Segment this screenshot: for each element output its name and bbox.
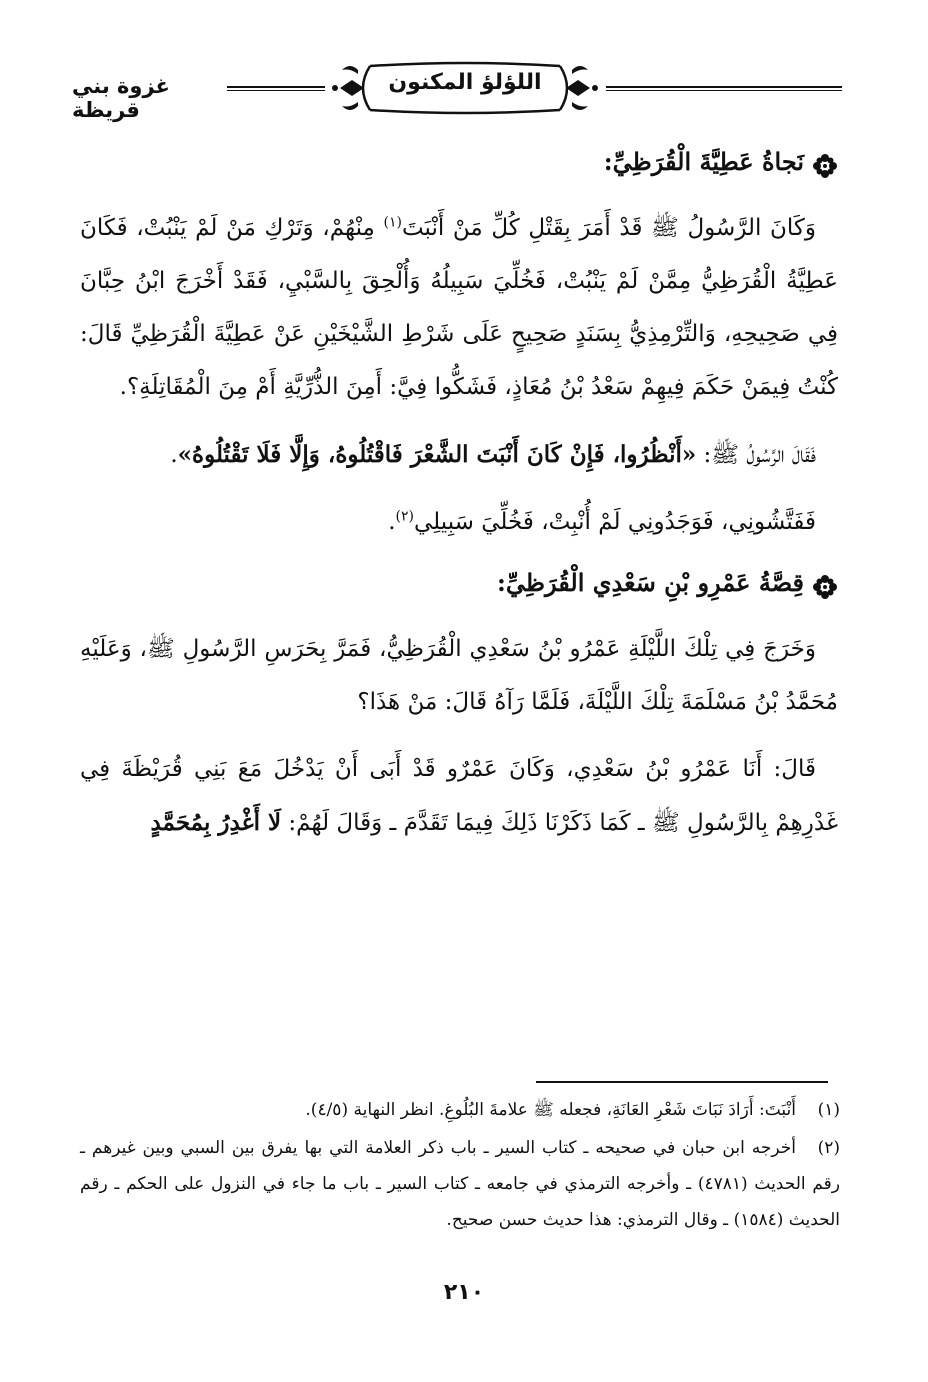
flower-bullet-icon — [812, 572, 838, 598]
header-ornament-frame — [330, 58, 600, 118]
paragraph-text: فَفَتَّشُونِي، فَوَجَدُونِي لَمْ أُنْبِتْ، فَخُلِّيَ سَبِيلِي — [414, 509, 816, 535]
main-text — [80, 130, 838, 864]
footnote-separator — [536, 1081, 828, 1083]
page-number: ٢١٠ — [443, 1280, 485, 1305]
footnote — [80, 1092, 840, 1128]
chapter-title: غزوة بني قريظة — [72, 74, 170, 122]
paragraph — [80, 428, 838, 482]
footnote-reference[interactable]: (٢) — [395, 508, 415, 525]
paragraph-text: فَقَالَ الرَّسُولُ ﷺ: — [696, 442, 816, 468]
footnote-reference[interactable]: (١) — [383, 214, 402, 231]
running-header — [72, 58, 842, 128]
paragraph-text: مِنْهُمْ، وَتَرْكِ مَنْ لَمْ يَنْبُتْ، فَكَانَ عَطِيَّةُ الْقُرَظِيُّ مِمَّنْ لَمْ يَنْبُتْ، فَخُلِّيَ سَبِيلُهُ وَأُلْحِقَ بِالسَّبْيِ، فَقَدْ أَخْرَجَ ابْنُ حِبَّانَ فِي صَحِيحِهِ، وَالتِّرْمِذِيُّ بِسَنَدٍ صَحِيحٍ عَلَى شَرْطِ الشَّيْخَيْنِ عَنْ عَطِيَّةَ الْقُرَظِيِّ قَالَ: كُنْتُ فِيمَنْ حَكَمَ فِيهِمْ سَعْدُ بْنُ مُعَاذٍ، فَشَكُّوا فِيَّ: أَمِنَ الذُّرِّيَّةِ أَمْ مِنَ الْمُقَاتِلَةِ؟. — [80, 215, 838, 400]
paragraph — [80, 623, 838, 729]
paragraph — [80, 496, 838, 549]
section-heading — [80, 142, 838, 182]
section-heading-text: قِصَّةُ عَمْرِو بْنِ سَعْدِي الْقُرَظِيِّ: — [497, 568, 804, 597]
footnote-text: أخرجه ابن حبان في صحيحه ـ كتاب السير ـ باب ذكر العلامة التي بها يفرق بين السبي وبين غيرهم ـ رقم الحديث (٤٧٨١) ـ وأخرجه الترمذي في جامعه ـ كتاب السير ـ باب ما جاء في النزول على الحكم ـ رقم الحديث (١٥٨٤) ـ وقال الترمذي: هذا حديث حسن صحيح. — [80, 1138, 840, 1230]
footnotes — [80, 1092, 840, 1240]
flower-bullet-icon — [812, 151, 838, 177]
paragraph-text: قَالَ: أَنَا عَمْرُو بْنُ سَعْدِي، وَكَانَ عَمْرٌو قَدْ أَبَى أَنْ يَدْخُلَ مَعَ بَنِي قُرَيْظَةَ فِي غَدْرِهِمْ بِالرَّسُولِ ﷺ ـ كَمَا ذَكَرْنَا ذَلِكَ فِيمَا تَقَدَّمَ ـ وَقَالَ لَهُمْ: — [80, 756, 838, 836]
section-heading — [80, 563, 838, 603]
paragraph-text: . — [388, 509, 396, 535]
paragraph-text: . — [170, 442, 178, 468]
hadith-quote: «أَنْظُرُوا، فَإِنْ كَانَ أَنْبَتَ الشَّعْرَ فَاقْتُلُوهُ، وَإِلَّا فَلَا تَقْتُلُوهُ» — [177, 441, 697, 468]
footnote — [80, 1130, 840, 1238]
paragraph — [80, 743, 838, 850]
quoted-speech: لَا أَغْدِرُ بِمُحَمَّدٍ — [150, 809, 282, 836]
paragraph-text: وَخَرَجَ فِي تِلْكَ اللَّيْلَةِ عَمْرُو بْنُ سَعْدِي الْقُرَظِيُّ، فَمَرَّ بِحَرَسِ الرَّسُولِ ﷺ، وَعَلَيْهِ مُحَمَّدُ بْنُ مَسْلَمَةَ تِلْكَ اللَّيْلَةَ، فَلَمَّا رَآهُ قَالَ: مَنْ هَذَا؟ — [80, 636, 838, 715]
paragraph-text: وَكَانَ الرَّسُولُ ﷺ قَدْ أَمَرَ بِقَتْلِ كُلِّ مَنْ أَنْبَتَ — [401, 215, 816, 241]
paragraph — [80, 202, 838, 414]
footnote-text: أَنْبَتَ: أَرَادَ نَبَاتَ شَعْرِ العَانَةِ، فجعله ﷺ علامةَ البُلُوغِ. انظر النهاية (٤/٥). — [305, 1100, 796, 1120]
header-rule-right — [606, 86, 842, 93]
book-title: اللؤلؤ المكنون — [388, 70, 542, 95]
section-heading-text: نَجاةُ عَطِيَّةَ الْقُرَظِيِّ: — [603, 147, 804, 176]
footnote-number: (٢) — [817, 1138, 840, 1158]
footnote-number: (١) — [817, 1100, 840, 1120]
header-rule-left — [227, 86, 325, 93]
